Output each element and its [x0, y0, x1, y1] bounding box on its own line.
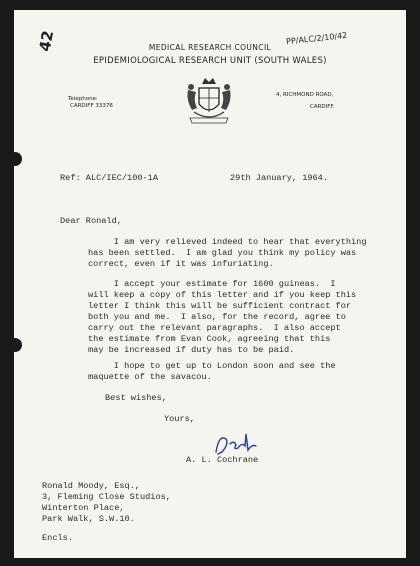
- body-paragraph: I am very relieved indeed to hear that everything has been settled. I am glad you think my policy was correct, even if it was infuriating.: [88, 237, 367, 269]
- letter-page: [14, 10, 406, 558]
- telephone-number: CARDIFF 33376: [70, 103, 113, 109]
- address-line-1: 4, RICHMOND ROAD,: [276, 92, 334, 98]
- body-paragraph: I hope to get up to London soon and see the maquette of the savacou.: [88, 361, 336, 382]
- handwritten-page-number: 42: [35, 29, 58, 53]
- salutation: Dear Ronald,: [60, 216, 122, 226]
- reference-number: Ref: ALC/IEC/100-1A: [60, 173, 158, 183]
- royal-coat-of-arms-emblem: [182, 74, 236, 132]
- recipient-line: Winterton Place,: [42, 503, 125, 513]
- recipient-line: Ronald Moody, Esq.,: [42, 481, 140, 491]
- enclosures-note: Encls.: [42, 533, 73, 543]
- telephone-label: Telephone:: [68, 96, 98, 102]
- signature-name: A. L. Cochrane: [186, 455, 259, 465]
- recipient-line: Park Walk, S.W.10.: [42, 514, 135, 524]
- address-line-2: CARDIFF.: [310, 104, 335, 110]
- letter-date: 29th January, 1964.: [230, 173, 328, 183]
- handwritten-archive-ref: PP/ALC/2/10/42: [285, 30, 348, 47]
- punch-hole-top: [8, 152, 22, 166]
- yours: Yours,: [164, 414, 195, 424]
- recipient-line: 3, Fleming Close Studios,: [42, 492, 171, 502]
- body-paragraph: I accept your estimate for 1600 guineas. I will keep a copy of this letter and if you keep this letter I think this will be sufficient contract for both you and me. I also, for the record, agree to carry out the relevant paragraphs. I also accept the estimate from Evan Cook, agreeing that this may be increased if duty has to be paid.: [88, 279, 357, 355]
- letterhead-unit: EPIDEMIOLOGICAL RESEARCH UNIT (SOUTH WALES): [93, 56, 327, 66]
- punch-hole-bottom: [8, 338, 22, 352]
- handwritten-signature: [212, 430, 262, 458]
- letterhead-org: MEDICAL RESEARCH COUNCIL: [148, 43, 272, 52]
- closing: Best wishes,: [105, 393, 167, 403]
